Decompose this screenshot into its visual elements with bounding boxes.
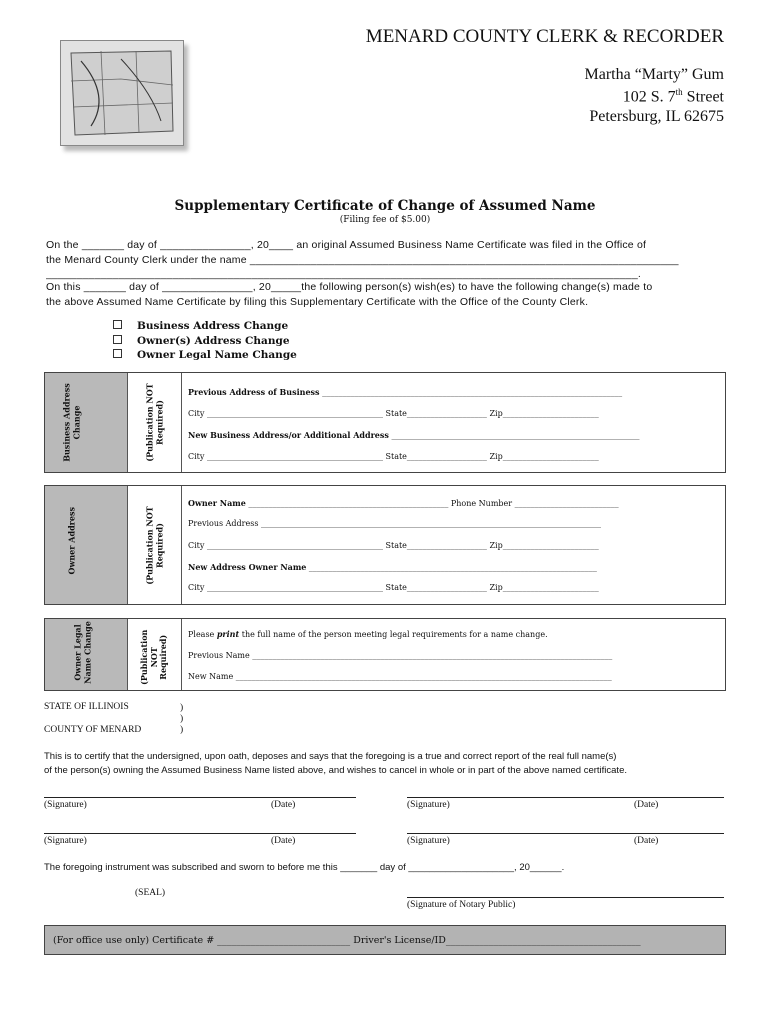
county-office-title: MENARD COUNTY CLERK & RECORDER bbox=[365, 26, 724, 47]
business-city-state-zip-1[interactable]: City ____________________________________________ State____________________ Zip________________________ bbox=[188, 409, 599, 418]
change-request-paragraph bbox=[46, 280, 724, 309]
county-map-image bbox=[60, 40, 184, 146]
county-of-menard: COUNTY OF MENARD bbox=[44, 725, 142, 735]
signature-line-3[interactable] bbox=[44, 833, 356, 834]
previous-name-field[interactable]: Previous Name __________________________________________________________________________________________ bbox=[188, 651, 613, 660]
owner-address-side-label: Owner Address bbox=[45, 486, 128, 604]
owner-address-section bbox=[44, 485, 726, 605]
checkbox-icon[interactable] bbox=[113, 320, 122, 329]
sworn-statement[interactable]: The foregoing instrument was subscribed and sworn to before me this _______ day of ____________________, 20______. bbox=[44, 862, 565, 873]
para1-line3[interactable]: __________________________________________________________________________________________________. bbox=[46, 268, 641, 280]
business-city-state-zip-2[interactable]: City ____________________________________________ State____________________ Zip________________________ bbox=[188, 452, 599, 461]
checkbox-icon[interactable] bbox=[113, 349, 122, 358]
seal-label: (SEAL) bbox=[135, 888, 166, 898]
para2-line2: the above Assumed Name Certificate by filing this Supplementary Certificate with the Office of the County Clerk. bbox=[46, 295, 589, 308]
notary-signature-line[interactable] bbox=[407, 897, 724, 898]
para1-line1[interactable]: On the _______ day of _______________, 20____ an original Assumed Business Name Certificate was filed in the Office of bbox=[46, 239, 647, 251]
paren-2: ) bbox=[180, 714, 184, 724]
signature-line-1[interactable] bbox=[44, 797, 356, 798]
checkbox-owner-address[interactable]: Owner(s) Address Change bbox=[113, 335, 290, 347]
clerk-city-line: Petersburg, IL 62675 bbox=[589, 108, 724, 125]
date-label-1: (Date) bbox=[271, 800, 296, 810]
signature-label-4: (Signature) bbox=[407, 836, 450, 846]
paren-1: ) bbox=[180, 703, 184, 713]
owner-city-state-zip-2[interactable]: City ____________________________________________ State____________________ Zip________________________ bbox=[188, 583, 599, 592]
date-label-3: (Date) bbox=[271, 836, 296, 846]
new-name-field[interactable]: New Name ______________________________________________________________________________________________ bbox=[188, 672, 612, 681]
date-label-4: (Date) bbox=[634, 836, 659, 846]
checkbox-business-address[interactable]: Business Address Change bbox=[113, 320, 288, 332]
legal-name-pub-note: (Publication NOT Required) bbox=[128, 619, 182, 690]
state-of-illinois: STATE OF ILLINOIS bbox=[44, 702, 129, 712]
clerk-street-address: 102 S. 7th Street bbox=[622, 87, 724, 106]
legal-name-side-label: Owner Legal Name Change bbox=[45, 619, 128, 690]
date-label-2: (Date) bbox=[634, 800, 659, 810]
office-use-fields[interactable]: (For office use only) Certificate # ____________________________ Driver's License/ID_________________________________________ bbox=[53, 935, 641, 946]
form-title: Supplementary Certificate of Change of Assumed Name bbox=[174, 198, 596, 214]
signature-label-1: (Signature) bbox=[44, 800, 87, 810]
business-address-pub-note: (Publication NOT Required) bbox=[128, 373, 182, 472]
signature-label-2: (Signature) bbox=[407, 800, 450, 810]
owner-address-pub-note: (Publication NOT Required) bbox=[128, 486, 182, 604]
signature-line-4[interactable] bbox=[407, 833, 724, 834]
new-business-address-field[interactable]: New Business Address/or Additional Address ______________________________________________________________ bbox=[188, 430, 640, 440]
filing-fee: (Filing fee of $5.00) bbox=[339, 215, 431, 225]
print-name-instruction: Please print the full name of the person meeting legal requirements for a name change. bbox=[188, 629, 548, 639]
paren-3: ) bbox=[180, 725, 184, 735]
checkbox-owner-legal-name[interactable]: Owner Legal Name Change bbox=[113, 349, 297, 361]
owner-name-phone-field[interactable]: Owner Name __________________________________________________ Phone Number __________________________ bbox=[188, 498, 619, 508]
previous-business-address-field[interactable]: Previous Address of Business ___________________________________________________________________________ bbox=[188, 387, 623, 397]
clerk-name: Martha “Marty” Gum bbox=[584, 66, 724, 83]
owner-previous-address-field[interactable]: Previous Address _____________________________________________________________________________________ bbox=[188, 519, 601, 528]
original-filing-paragraph bbox=[46, 238, 724, 282]
signature-line-2[interactable] bbox=[407, 797, 724, 798]
para1-line2[interactable]: the Menard County Clerk under the name _______________________________________________________________________ bbox=[46, 253, 679, 266]
checkbox-icon[interactable] bbox=[113, 335, 122, 344]
owner-legal-name-section bbox=[44, 618, 726, 691]
business-address-side-label: Business Address Change bbox=[45, 373, 128, 472]
certification-paragraph: This is to certify that the undersigned, upon oath, deposes and says that the foregoing is a true and correct report of the real full name(s) of the person(s) owning the Assumed Business Name listed above, and wishes to cancel in whole or in part of the above named certificate. bbox=[44, 751, 627, 776]
office-use-box bbox=[44, 925, 726, 955]
business-address-section bbox=[44, 372, 726, 473]
para2-line1[interactable]: On this _______ day of _______________, 20_____the following person(s) wish(es) to have the following change(s) made to bbox=[46, 281, 653, 293]
signature-label-3: (Signature) bbox=[44, 836, 87, 846]
notary-signature-label: (Signature of Notary Public) bbox=[407, 900, 516, 910]
owner-city-state-zip-1[interactable]: City ____________________________________________ State____________________ Zip________________________ bbox=[188, 541, 599, 550]
map-illustration-icon bbox=[61, 41, 183, 145]
new-address-owner-name-field[interactable]: New Address Owner Name ________________________________________________________________________ bbox=[188, 562, 597, 572]
